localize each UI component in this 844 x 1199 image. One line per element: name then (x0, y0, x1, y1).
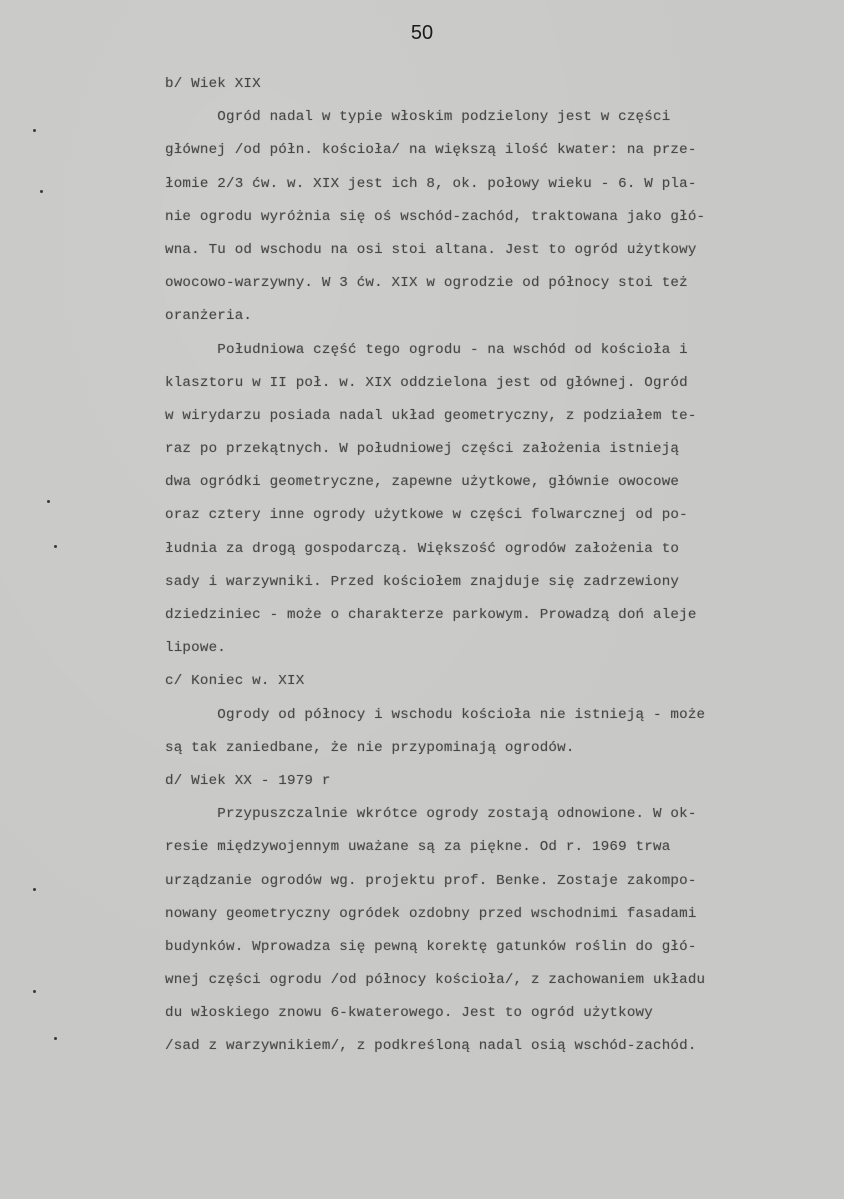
text-line: oraz cztery inne ogrody użytkowe w części folwarcznej od po- (165, 507, 688, 524)
text-line: sady i warzywniki. Przed kościołem znajduje się zadrzewiony (165, 573, 680, 590)
scan-dot-mark (54, 1037, 57, 1040)
text-line: dziedziniec - może o charakterze parkowym. Prowadzą doń aleje (165, 607, 697, 623)
text-line: Przypuszczalnie wkrótce ogrody zostają odnowione. W ok- (165, 806, 697, 823)
text-line: c/ Koniec w. XIX (165, 673, 305, 690)
text-line: nie ogrodu wyróżnia się oś wschód-zachód, traktowana jako głó- (165, 208, 706, 225)
scan-dot-mark (33, 990, 36, 993)
text-line: klasztoru w II poł. w. XIX oddzielona jest od głównej. Ogród (165, 374, 688, 391)
text-line: oranżeria. (165, 308, 253, 325)
text-line: owocowo-warzywny. W 3 ćw. XIX w ogrodzie od północy stoi też (165, 275, 688, 292)
scan-dot-mark (47, 500, 50, 503)
text-line: budynków. Wprowadza się pewną korektę gatunków roślin do głó- (165, 938, 697, 955)
text-line: du włoskiego znowu 6-kwaterowego. Jest to ogród użytkowy (165, 1005, 653, 1022)
scan-dot-mark (54, 545, 57, 548)
document-body (165, 68, 815, 1064)
text-line: /sad z warzywnikiem/, z podkreśloną nadal osią wschód-zachód. (165, 1038, 697, 1055)
text-line: wnej części ogrodu /od północy kościoła/, z zachowaniem układu (165, 972, 706, 989)
text-line: urządzanie ogrodów wg. projektu prof. Benke. Zostaje zakompo- (165, 872, 697, 889)
text-line: wna. Tu od wschodu na osi stoi altana. Jest to ogród użytkowy (165, 241, 697, 258)
text-line: są tak zaniedbane, że nie przypominają ogrodów. (165, 739, 575, 756)
text-line: lipowe. (165, 640, 226, 657)
text-line: łomie 2/3 ćw. w. XIX jest ich 8, ok. połowy wieku - 6. W pla- (165, 175, 697, 192)
text-line: d/ Wiek XX - 1979 r (165, 772, 331, 789)
scan-dot-mark (33, 129, 36, 132)
text-line: Południowa część tego ogrodu - na wschód od kościoła i (165, 341, 688, 358)
scan-dot-mark (33, 888, 36, 891)
text-line: łudnia za drogą gospodarczą. Większość ogrodów założenia to (165, 540, 680, 557)
text-line: Ogrody od północy i wschodu kościoła nie istnieją - może (165, 706, 706, 723)
text-line: b/ Wiek XIX (165, 76, 261, 92)
page-number: 50 (410, 22, 434, 44)
text-line: resie międzywojennym uważane są za piękne. Od r. 1969 trwa (165, 839, 671, 856)
text-line: Ogród nadal w typie włoskim podzielony jest w części (165, 109, 671, 126)
text-line: w wirydarzu posiada nadal układ geometryczny, z podziałem te- (165, 407, 697, 424)
text-line: raz po przekątnych. W południowej części założenia istnieją (165, 441, 680, 458)
text-line: nowany geometryczny ogródek ozdobny przed wschodnimi fasadami (165, 905, 697, 922)
text-line: głównej /od półn. kościoła/ na większą ilość kwater: na prze- (165, 142, 697, 159)
text-line: dwa ogródki geometryczne, zapewne użytkowe, głównie owocowe (165, 474, 680, 491)
scan-dot-mark (40, 190, 43, 193)
